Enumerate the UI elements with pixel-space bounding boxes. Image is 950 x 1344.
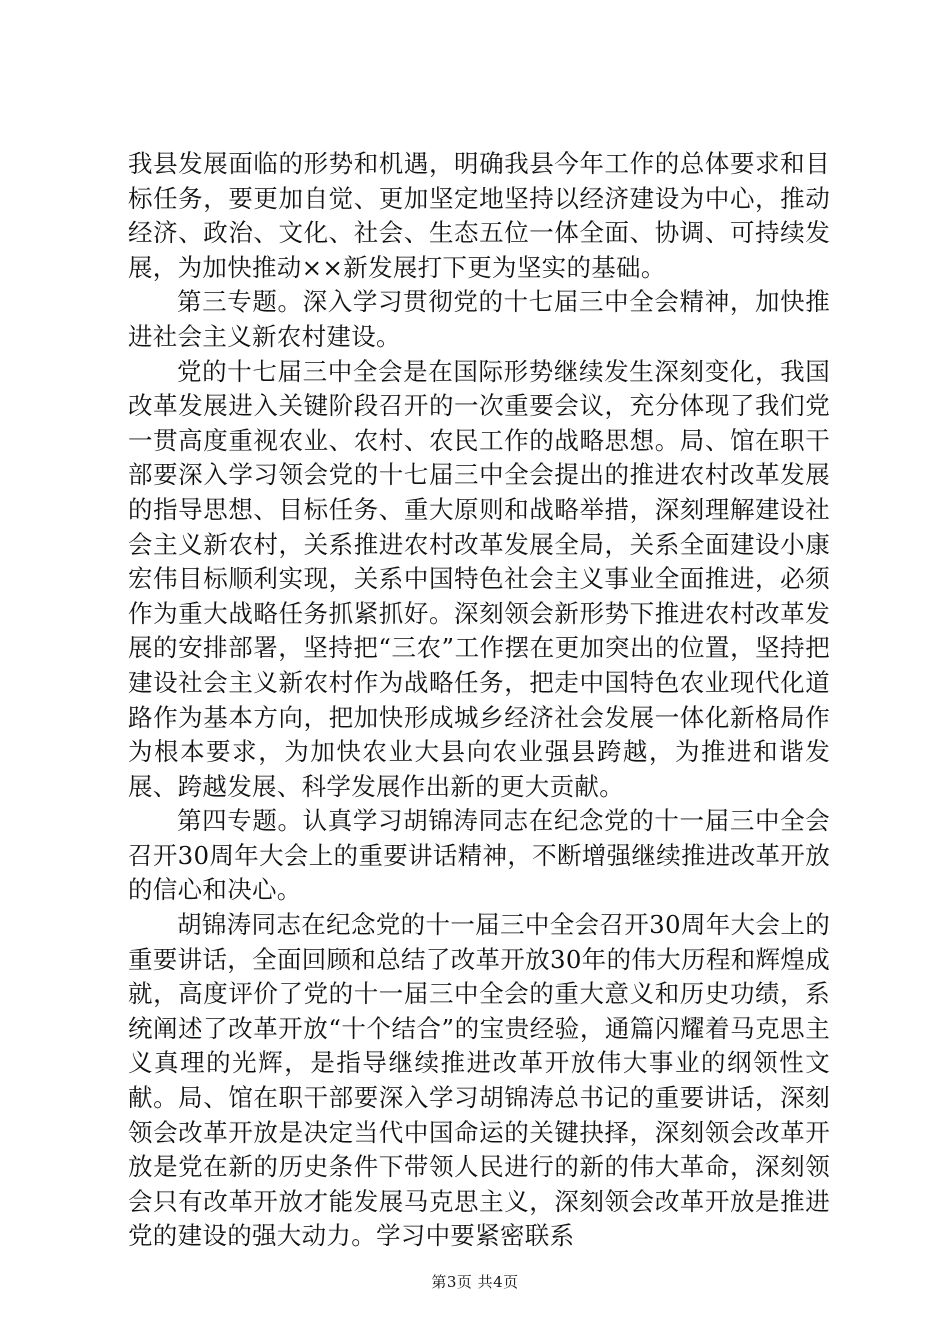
paragraph-topic-three-body: 党的十七届三中全会是在国际形势继续发生深刻变化，我国改革发展进入关键阶段召开的一次重要会议，充分体现了我们党一贯高度重视农业、农村、农民工作的战略思想。局、馆在职干部要深入学习领会党的十七届三中全会提出的推进农村改革发展的指导思想、目标任务、重大原则和战略举措，深刻理解建设社会主义新农村，关系推进农村改革发展全局，关系全面建设小康宏伟目标顺利实现，关系中国特色社会主义事业全面推进，必须作为重大战略任务抓紧抓好。深刻领会新形势下推进农村改革发展的安排部署，坚持把“三农”工作摆在更加突出的位置，坚持把建设社会主义新农村作为战略任务，把走中国特色农业现代化道路作为基本方向，把加快形成城乡经济社会发展一体化新格局作为根本要求，为加快农业大县向农业强县跨越，为推进和谐发展、跨越发展、科学发展作出新的更大贡献。 [128,356,830,801]
page-number-footer: 第3页 共4页 [431,1273,519,1291]
document-body [128,147,830,1254]
paragraph-topic-four-heading: 第四专题。认真学习胡锦涛同志在纪念党的十一届三中全会召开30周年大会上的重要讲话精神，不断增强继续推进改革开放的信心和决心。 [128,806,830,905]
paragraph-continuation: 我县发展面临的形势和机遇，明确我县今年工作的总体要求和目标任务，要更加自觉、更加坚定地坚持以经济建设为中心，推动经济、政治、文化、社会、生态五位一体全面、协调、可持续发展，为加快推动××新发展打下更为坚实的基础。 [128,149,830,282]
paragraph-topic-three-heading: 第三专题。深入学习贯彻党的十七届三中全会精神，加快推进社会主义新农村建设。 [128,287,830,351]
paragraph-topic-four-body: 胡锦涛同志在纪念党的十一届三中全会召开30周年大会上的重要讲话，全面回顾和总结了改革开放30年的伟大历程和辉煌成就，高度评价了党的十一届三中全会的重大意义和历史功绩，系统阐述了改革开放“十个结合”的宝贵经验，通篇闪耀着马克思主义真理的光辉，是指导继续推进改革开放伟大事业的纲领性文献。局、馆在职干部要深入学习胡锦涛总书记的重要讲话，深刻领会改革开放是决定当代中国命运的关键抉择，深刻领会改革开放是党在新的历史条件下带领人民进行的新的伟大革命，深刻领会只有改革开放才能发展马克思主义，深刻领会改革开放是推进党的建设的强大动力。学习中要紧密联系 [128,910,830,1251]
